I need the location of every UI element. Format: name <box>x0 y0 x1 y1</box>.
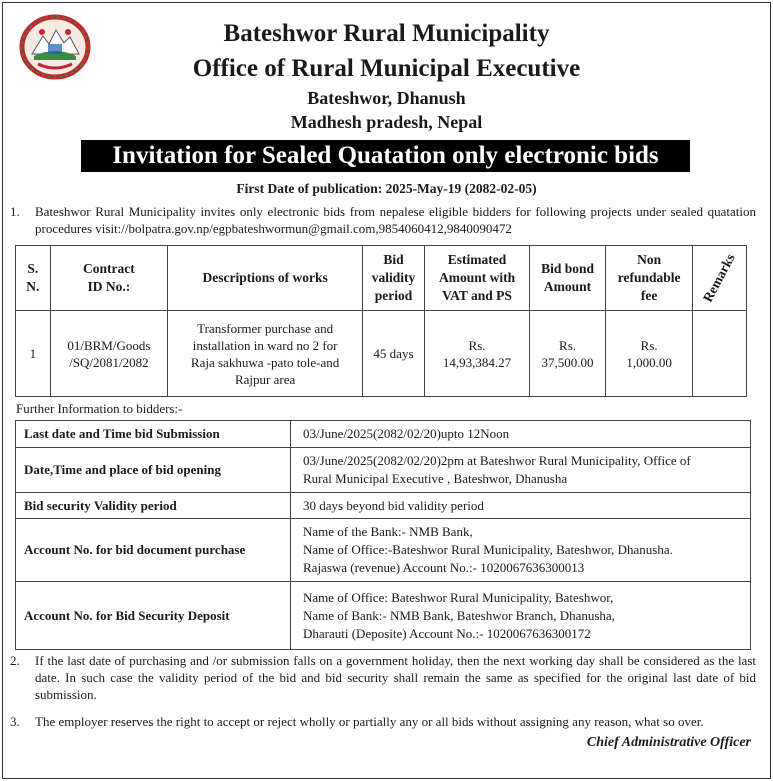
bidder-info-table <box>15 420 751 650</box>
municipality-name: Bateshwor Rural Municipality <box>223 20 550 47</box>
info-label: Bid security Validity period <box>16 493 291 519</box>
col-remarks: Remarks <box>693 246 747 311</box>
cell-estimated-amount: Rs. 14,93,384.27 <box>424 311 529 397</box>
paragraph-number: 3. <box>10 714 20 729</box>
table-row <box>16 582 751 650</box>
cell-fee: Rs. 1,000.00 <box>605 311 693 397</box>
paragraph-text: The employer reserves the right to accept or reject wholly or partially any or all bids without assigning any reason, what so over. <box>35 714 704 729</box>
notice-title-banner: Invitation for Sealed Quatation only electronic bids <box>81 140 690 172</box>
office-location: Bateshwor, Dhanush <box>307 88 466 108</box>
info-value: 03/June/2025(2082/02/20)upto 12Noon <box>291 421 751 448</box>
office-name: Office of Rural Municipal Executive <box>192 55 581 82</box>
col-contract-id: Contract ID No.: <box>50 246 167 311</box>
table-row <box>16 421 751 448</box>
province-country: Madhesh pradesh, Nepal <box>290 112 483 132</box>
paragraph-text: If the last date of purchasing and /or submission falls on a government holiday, then the next working day shall be considered as the last date. In such case the validity period of the bid and bid security shall remain the same as specified for the original last date of bid submission. <box>35 653 756 702</box>
col-fee: Non refundable fee <box>605 246 693 311</box>
info-value: 03/June/2025(2082/02/20)2pm at Bateshwor Rural Municipality, Office of Rural Municipal Executive , Bateshwor, Dhanusha <box>291 448 751 493</box>
cell-remarks <box>693 311 747 397</box>
paragraph-3 <box>10 713 756 730</box>
cell-bid-validity: 45 days <box>363 311 425 397</box>
paragraph-number: 2. <box>10 653 20 668</box>
cell-description: Transformer purchase and installation in ward no 2 for Raja sakhuwa -pato tole-and Rajpur area <box>168 311 363 397</box>
col-bid-validity: Bid validity period <box>363 246 425 311</box>
paragraph-1 <box>10 203 756 237</box>
info-label: Last date and Time bid Submission <box>16 421 291 448</box>
publication-date: First Date of publication: 2025-May-19 (2082-02-05) <box>236 181 537 196</box>
info-value: Name of Office: Bateshwor Rural Municipality, Bateshwor, Name of Bank:- NMB Bank, Bateshwor Branch, Dhanusha, Dharauti (Deposite) Account No.:- 1020067636300172 <box>291 582 751 650</box>
col-description: Descriptions of works <box>168 246 363 311</box>
cell-contract-id: 01/BRM/Goods /SQ/2081/2082 <box>50 311 167 397</box>
bid-table <box>15 245 747 397</box>
col-bid-bond: Bid bond Amount <box>530 246 606 311</box>
cell-sn: 1 <box>16 311 51 397</box>
col-estimated-amount: Estimated Amount with VAT and PS <box>424 246 529 311</box>
table-row <box>16 519 751 582</box>
further-info-heading: Further Information to bidders:- <box>16 401 183 416</box>
table-row <box>16 448 751 493</box>
paragraph-2 <box>10 652 756 703</box>
col-sn: S. N. <box>16 246 51 311</box>
paragraph-number: 1. <box>10 204 20 219</box>
info-value: 30 days beyond bid validity period <box>291 493 751 519</box>
signatory-title: Chief Administrative Officer <box>586 735 751 750</box>
info-label: Date,Time and place of bid opening <box>16 448 291 493</box>
table-row <box>16 311 747 397</box>
info-label: Account No. for Bid Security Deposit <box>16 582 291 650</box>
bid-table-header-row <box>16 246 747 311</box>
info-value: Name of the Bank:- NMB Bank, Name of Office:-Bateshwor Rural Municipality, Bateshwor, Dhanusha. Rajaswa (revenue) Account No.:- 1020067636300013 <box>291 519 751 582</box>
cell-bid-bond: Rs. 37,500.00 <box>530 311 606 397</box>
info-label: Account No. for bid document purchase <box>16 519 291 582</box>
table-row <box>16 493 751 519</box>
paragraph-text: Bateshwor Rural Municipality invites only electronic bids from nepalese eligible bidders for following projects under sealed quatation procedures visit://bolpatra.gov.np/egpbateshwormun@gmail.com,9854060412,9840090472 <box>35 204 756 236</box>
